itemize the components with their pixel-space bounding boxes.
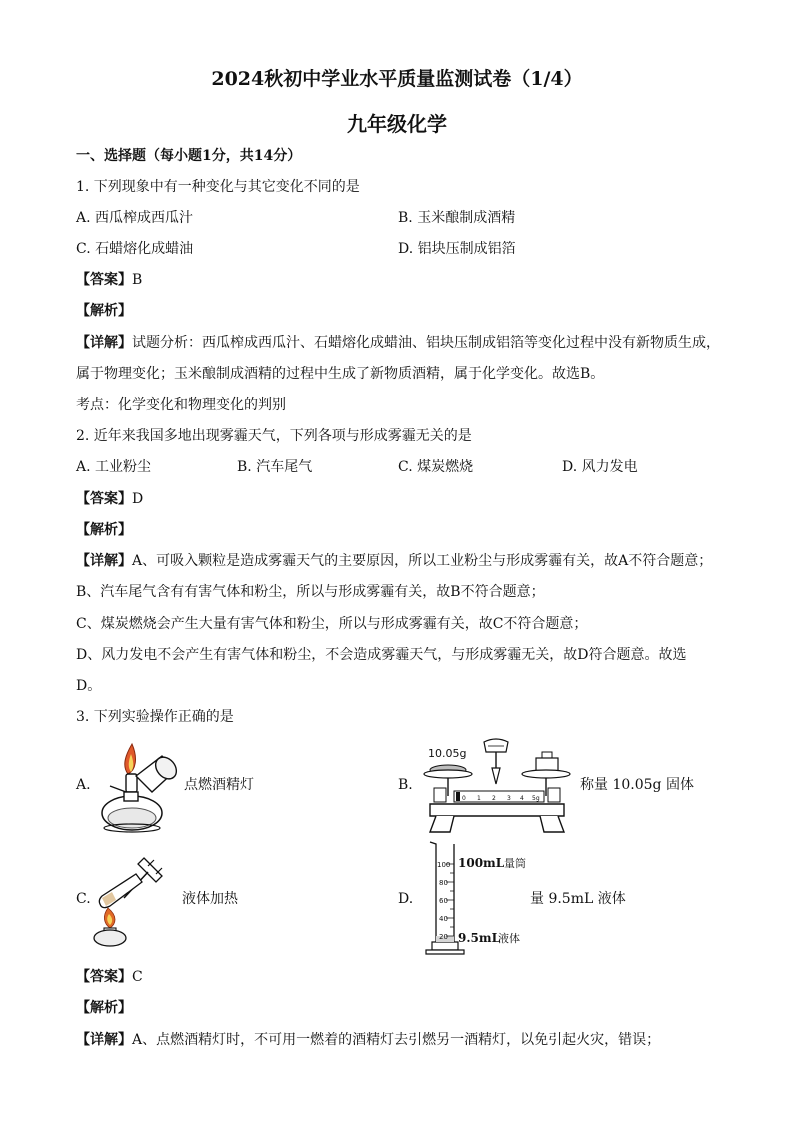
- q3-option-a-letter: A.: [76, 777, 91, 793]
- q2-detail-2: B、汽车尾气含有有害气体和粉尘，所以与形成雾霾有关，故B不符合题意；: [76, 584, 545, 600]
- q2-detail-5: D。: [76, 678, 102, 694]
- answer-tag: 【答案】: [76, 969, 132, 985]
- q3-option-b-letter: B.: [398, 777, 413, 793]
- q1-detail-1: [76, 333, 720, 353]
- q1-analysis-tag: 【解析】: [76, 303, 132, 319]
- answer-tag: 【答案】: [76, 272, 132, 288]
- q3-stem: 3. 下列实验操作正确的是: [76, 709, 234, 725]
- q3-option-b-caption: 称量 10.05g 固体: [580, 777, 694, 793]
- q2-detail-4: D、风力发电不会产生有害气体和粉尘，不会造成雾霾天气，与形成雾霾无关，故D符合题意。故选: [76, 647, 687, 663]
- q3-option-d-letter: D.: [398, 891, 414, 907]
- alcohol-lamp-lighting-figure: [92, 738, 182, 834]
- q2-stem: 2. 近年来我国多地出现雾霾天气，下列各项与形成雾霾无关的是: [76, 428, 472, 444]
- graduated-cylinder-figure: [424, 838, 544, 958]
- q3-option-a-caption: 点燃酒精灯: [184, 777, 254, 793]
- q1-option-d: D. 铝块压制成铝箔: [398, 241, 516, 257]
- scale-tick-0: 0: [462, 795, 466, 802]
- scale-tick-5: 5g: [532, 795, 540, 802]
- q3-option-c-letter: C.: [76, 891, 91, 907]
- detail-tag: 【详解】: [76, 553, 132, 569]
- q2-detail-1: [76, 551, 712, 571]
- page-subtitle: 九年级化学: [347, 112, 447, 136]
- cyl-bottom-label: 9.5mL: [458, 931, 501, 945]
- cyl-top-unit: 量筒: [504, 857, 526, 870]
- answer-tag: 【答案】: [76, 491, 132, 507]
- detail-tag: 【详解】: [76, 335, 132, 351]
- q1-option-a: A. 西瓜榨成西瓜汁: [76, 210, 194, 226]
- q2-answer: [76, 489, 143, 509]
- answer-value: B: [132, 272, 143, 288]
- scale-tick-4: 4: [520, 795, 524, 802]
- cyl-bottom-unit: 液体: [498, 932, 520, 945]
- heating-liquid-figure: [90, 852, 170, 948]
- q1-point: 考点：化学变化和物理变化的判别: [76, 397, 286, 413]
- q3-option-d-caption: 量 9.5mL 液体: [530, 891, 626, 907]
- cyl-tick-60: 60: [439, 897, 448, 905]
- q2-detail-3: C、煤炭燃烧会产生大量有害气体和粉尘，所以与形成雾霾有关，故C不符合题意；: [76, 616, 588, 632]
- cyl-tick-40: 40: [439, 915, 448, 923]
- q2-option-a: A. 工业粉尘: [76, 459, 152, 475]
- q3-detail-1: [76, 1030, 660, 1050]
- q2-option-b: B. 汽车尾气: [237, 459, 313, 475]
- q1-detail-2: 属于物理变化；玉米酿制成酒精的过程中生成了新物质酒精，属于化学变化。故选B。: [76, 366, 605, 382]
- detail-text: 试题分析：西瓜榨成西瓜汁、石蜡熔化成蜡油、铝块压制成铝箔等变化过程中没有新物质生成，: [132, 335, 720, 351]
- q1-answer: [76, 270, 142, 290]
- q1-option-b: B. 玉米酿制成酒精: [398, 210, 516, 226]
- section-heading: 一、选择题（每小题1分，共14分）: [76, 148, 302, 164]
- scale-tick-1: 1: [477, 795, 481, 802]
- cyl-tick-80: 80: [439, 879, 448, 887]
- q3-option-c-caption: 液体加热: [182, 891, 238, 907]
- scale-tick-3: 3: [507, 795, 511, 802]
- answer-value: D: [132, 491, 144, 507]
- page-title: 2024秋初中学业水平质量监测试卷（1/4）: [211, 68, 583, 90]
- q2-option-d: D. 风力发电: [562, 459, 638, 475]
- detail-text: A、可吸入颗粒是造成雾霾天气的主要原因，所以工业粉尘与形成雾霾有关，故A不符合题意；: [132, 553, 713, 569]
- cyl-tick-20: 20: [439, 933, 448, 941]
- cyl-top-label: 100mL: [458, 856, 505, 870]
- q1-option-c: C. 石蜡熔化成蜡油: [76, 241, 194, 257]
- q3-answer: [76, 967, 143, 987]
- detail-tag: 【详解】: [76, 1032, 132, 1048]
- balance-scale-figure: [422, 738, 574, 836]
- cyl-tick-100: 100: [437, 861, 451, 869]
- q1-stem: 1. 下列现象中有一种变化与其它变化不同的是: [76, 179, 360, 195]
- answer-value: C: [132, 969, 143, 985]
- q3-analysis-tag: 【解析】: [76, 1000, 132, 1016]
- detail-text: A、点燃酒精灯时，不可用一燃着的酒精灯去引燃另一酒精灯，以免引起火灾，错误；: [132, 1032, 661, 1048]
- scale-tick-2: 2: [492, 795, 496, 802]
- q2-analysis-tag: 【解析】: [76, 522, 132, 538]
- q2-option-c: C. 煤炭燃烧: [398, 459, 474, 475]
- balance-mass-label: 10.05g: [428, 747, 467, 760]
